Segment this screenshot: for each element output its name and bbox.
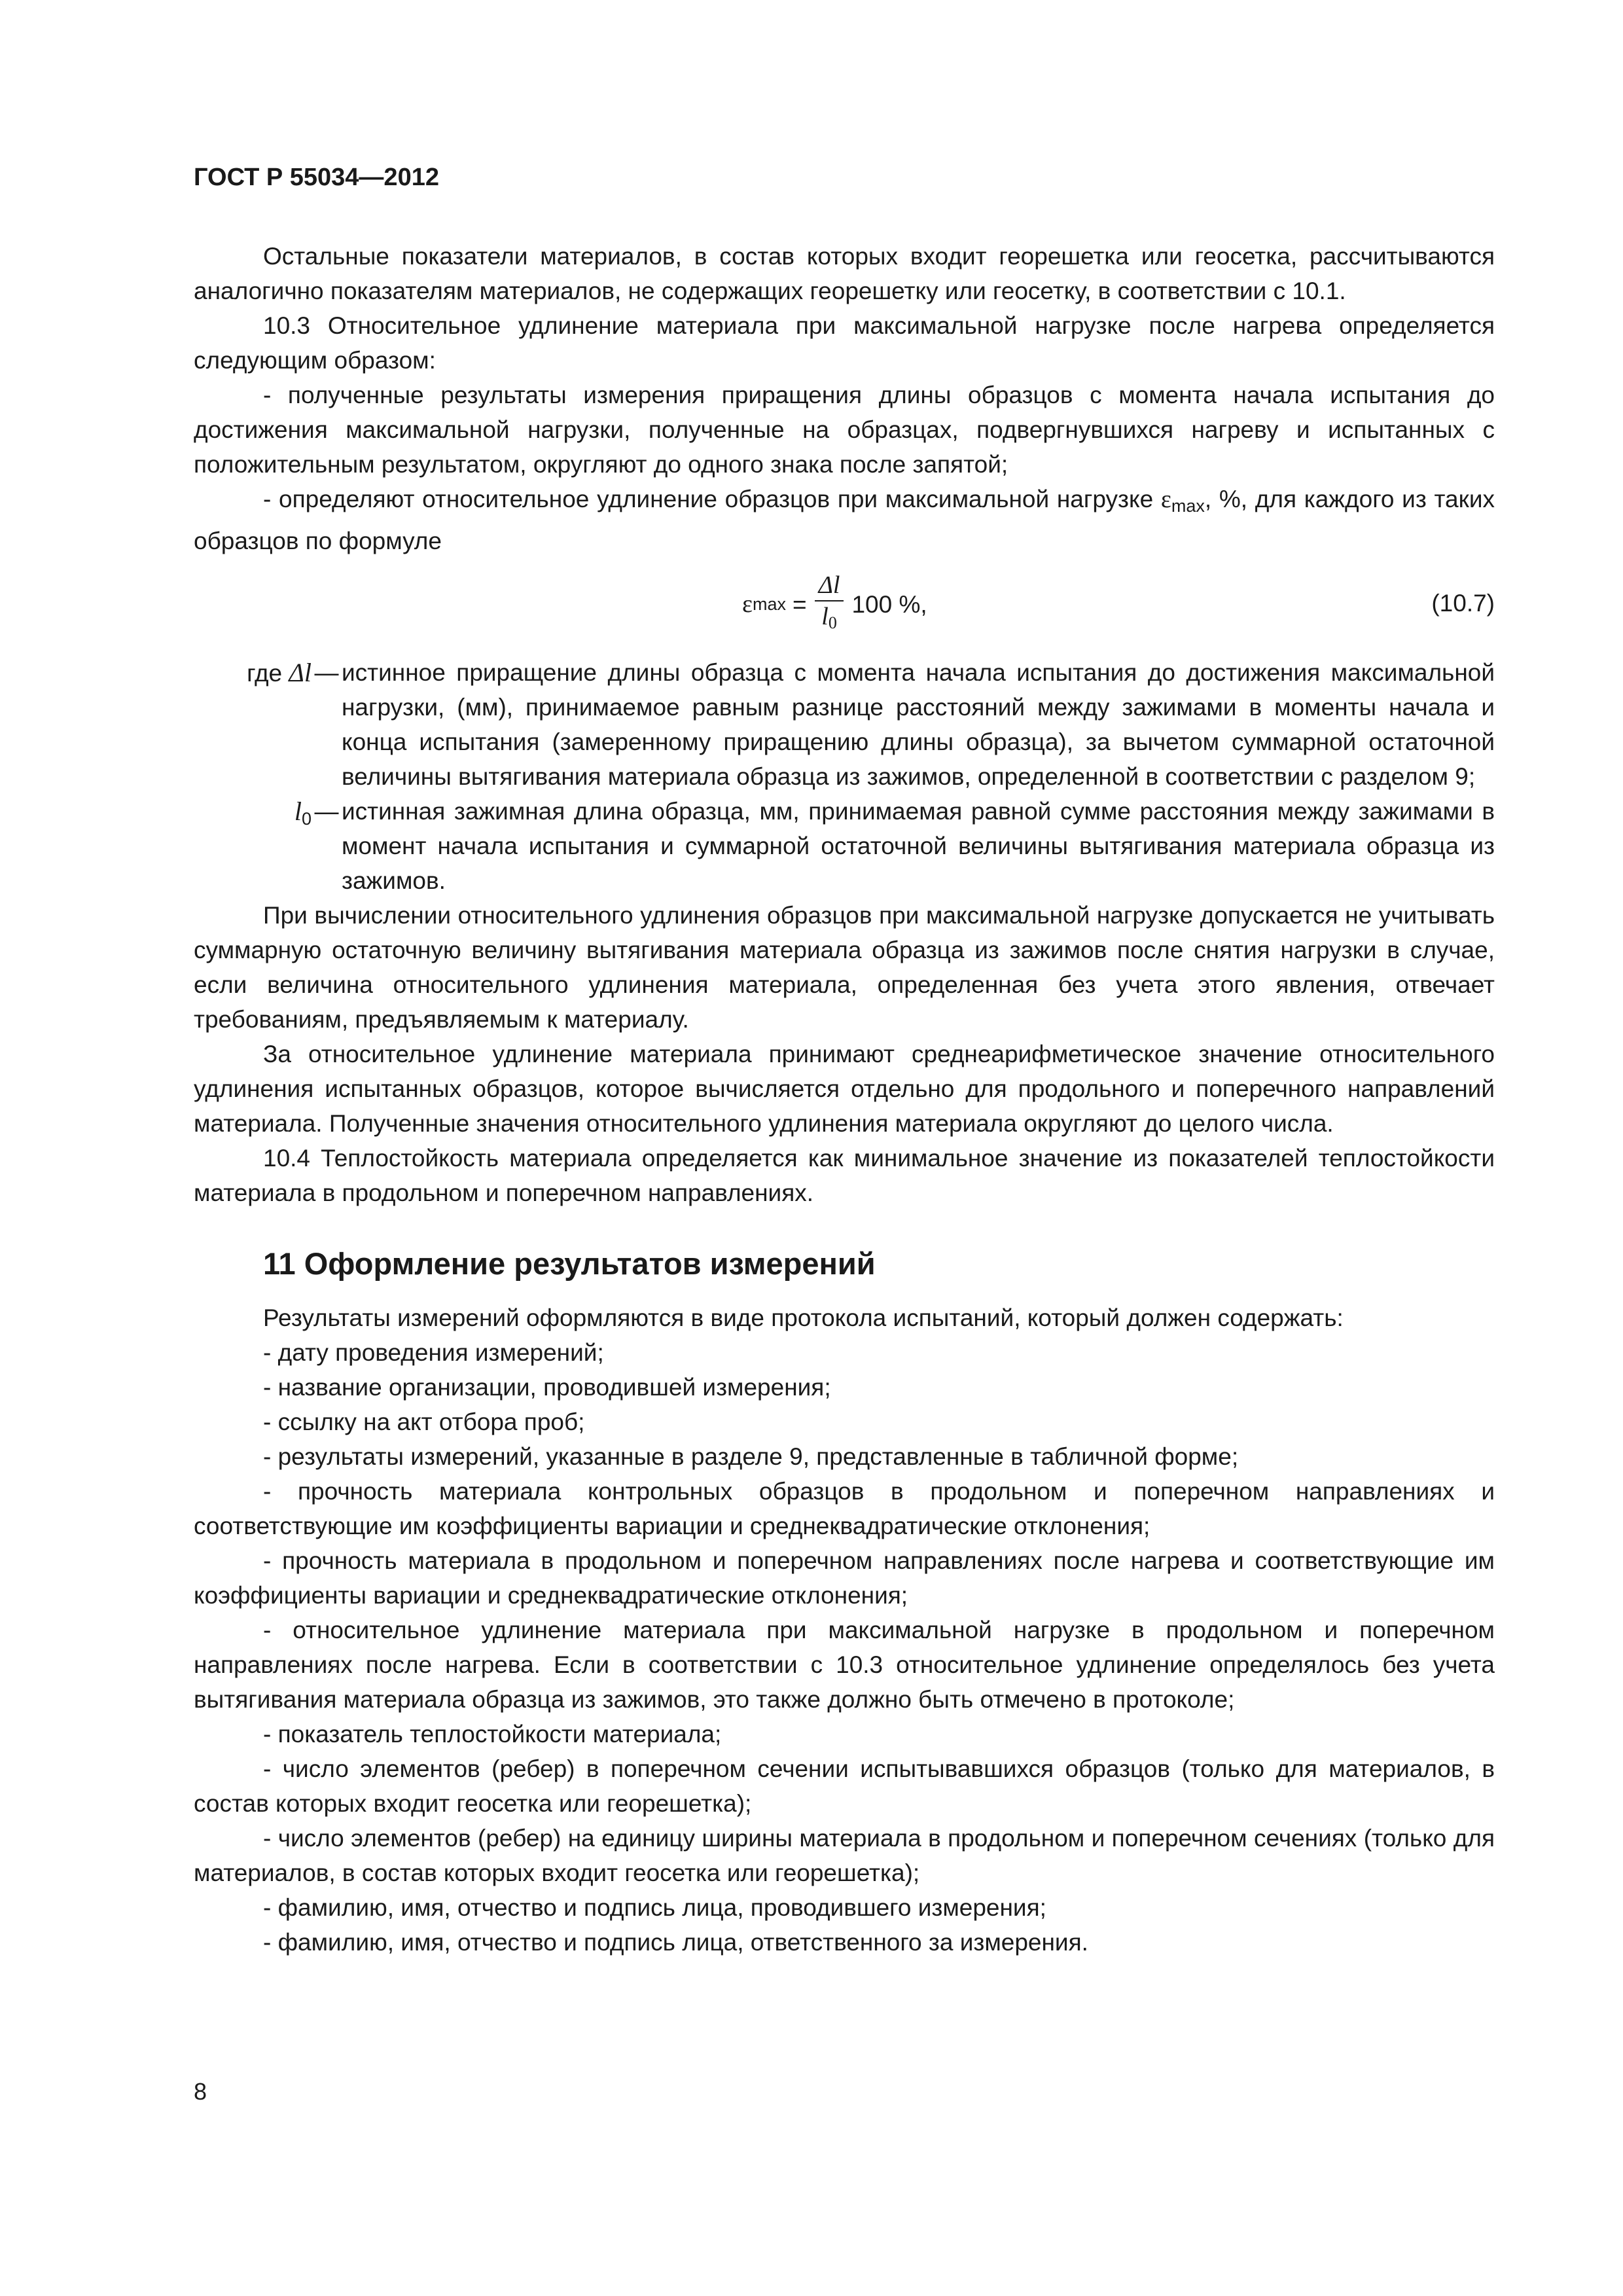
formula-10-7 [194, 560, 1495, 651]
list-item: - результаты измерений, указанные в разделе 9, представленные в табличной форме; [263, 1443, 1239, 1470]
formula-equals: = [792, 590, 807, 618]
formula-fraction [815, 571, 844, 637]
section-heading-11: 11 Оформление результатов измерений [263, 1246, 876, 1281]
list-item: - фамилию, имя, отчество и подпись лица, проводившего измерения; [263, 1894, 1046, 1921]
list-item: - фамилию, имя, отчество и подпись лица, ответственного за измерения. [263, 1929, 1088, 1956]
definition-symbol: l [294, 797, 302, 826]
paragraph-10-4: 10.4 Теплостойкость материала определяется как минимальное значение из показателей теплостойкости материала в продольном и поперечном направлениях. [194, 1145, 1495, 1206]
list-item: - показатель теплостойкости материала; [263, 1721, 722, 1748]
definition-dash: — [314, 659, 339, 686]
epsilon-subscript: max [1171, 496, 1205, 516]
list-item: - ссылку на акт отбора проб; [263, 1408, 585, 1435]
definition-text: истинное приращение длины образца с момента начала испытания до достижения максимальной нагрузки, (мм), принимаемое равным разнице расстояний между зажимами в моменты начала и конца испытания (замеренному приращению длины образца), за вычетом суммарной остаточной величины вытягивания материала образца из зажимов, определенной в соответствии с разделом 9; [342, 659, 1495, 790]
paragraph-mean-value: За относительное удлинение материала принимают среднеарифметическое значение относительного удлинения испытанных образцов, которое вычисляется отдельно для продольного и поперечного направлений материала. Полученные значения относительного удлинения материала округляют до целого числа. [194, 1041, 1495, 1137]
paragraph-section-11: Результаты измерений оформляются в виде протокола испытаний, который должен содержать: [263, 1304, 1344, 1331]
definition-lead: где [247, 660, 289, 687]
definition-l0 [194, 794, 1495, 898]
list-item: - дату проведения измерений; [263, 1339, 604, 1366]
definition-delta-l [194, 655, 1495, 794]
formula-factor: 100 %, [851, 590, 927, 618]
formula-expression [742, 571, 927, 637]
formula-number: (10.7) [1431, 590, 1495, 617]
definition-dash: — [314, 798, 339, 825]
definition-term [194, 655, 312, 691]
paragraph-calculation-note: При вычислении относительного удлинения образцов при максимальной нагрузке допускается не учитывать суммарную остаточную величину вытягивания материала образца из зажимов после снятия нагрузки в случае, если величина относительного удлинения материала, определенная без учета этого явления, отвечает требованиям, предъявляемым к материалу. [194, 902, 1495, 1033]
page-body [194, 239, 1495, 1960]
document-header: ГОСТ Р 55034—2012 [194, 164, 439, 191]
formula-denominator-symbol: l [821, 603, 829, 630]
epsilon-symbol: ε [1160, 486, 1171, 513]
formula-lhs: ε [742, 590, 753, 618]
list-item: - прочность материала в продольном и поперечном направлениях после нагрева и соответствующие им коэффициенты вариации и среднеквадратические отклонения; [194, 1547, 1495, 1609]
definition-text: истинная зажимная длина образца, мм, принимаемая равной сумме расстояния между зажимами в момент начала испытания и суммарной остаточной величины вытягивания материала образца из зажимов. [342, 798, 1495, 894]
list-item-results-rounding: - полученные результаты измерения приращения длины образцов с момента начала испытания до достижения максимальной нагрузки, полученные на образцах, подвергнувшихся нагреву и испытанных с положительным результатом, округляют до одного знака после запятой; [194, 382, 1495, 478]
list-item: - прочность материала контрольных образцов в продольном и поперечном направлениях и соответствующие им коэффициенты вариации и среднеквадратические отклонения; [194, 1478, 1495, 1539]
list-item: - относительное удлинение материала при максимальной нагрузке в продольном и поперечном направлениях после нагрева. Если в соответствии с 10.3 относительное удлинение определялось без учета вытягивания материала образца из зажимов, это также должно быть отмечено в протоколе; [194, 1617, 1495, 1713]
paragraph-other-indicators: Остальные показатели материалов, в состав которых входит георешетка или геосетка, рассчитываются аналогично показателям материалов, не содержащих георешетку или геосетку, в соответствии с 10.1. [194, 243, 1495, 304]
protocol-contents-list [194, 1335, 1495, 1960]
list-item-text-tail: , %, для каждого из таких образцов по формуле [194, 486, 1495, 554]
list-item-determine-elongation [194, 482, 1495, 558]
formula-denominator [821, 601, 837, 637]
formula-lhs-subscript: max [752, 594, 786, 614]
list-item: - число элементов (ребер) на единицу ширины материала в продольном и поперечном сечениях (только для материалов, в состав которых входит геосетка или георешетка); [194, 1825, 1495, 1886]
list-item: - название организации, проводившей измерения; [263, 1374, 831, 1401]
formula-numerator: Δl [815, 571, 844, 601]
list-item-text: - определяют относительное удлинение образцов при максимальной нагрузке [263, 486, 1161, 512]
paragraph-10-3: 10.3 Относительное удлинение материала при максимальной нагрузке после нагрева определяется следующим образом: [194, 312, 1495, 374]
list-item: - число элементов (ребер) в поперечном сечении испытывавшихся образцов (только для материалов, в состав которых входит геосетка или георешетка); [194, 1755, 1495, 1817]
formula-denominator-subscript: 0 [828, 613, 837, 632]
page-number: 8 [194, 2078, 207, 2105]
definition-term [194, 794, 312, 836]
definition-symbol: Δl [289, 658, 312, 687]
definition-symbol-subscript: 0 [301, 809, 312, 829]
